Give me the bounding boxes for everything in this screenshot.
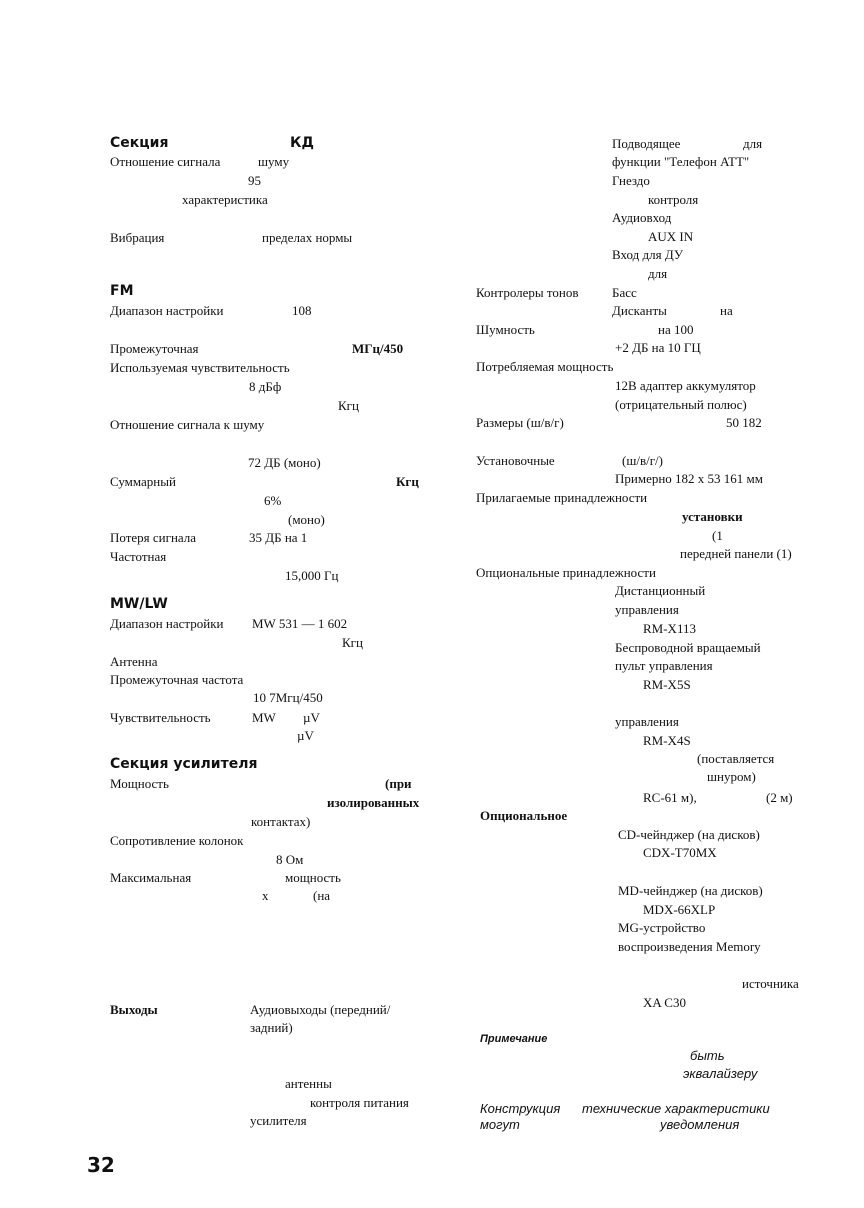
xa-c30: XA C30 [643,995,686,1010]
power-label: Мощность [110,776,169,791]
mg-device: MG-устройство [618,920,706,935]
optional-label: Опциональные принадлежности [476,565,656,580]
fm-range-value: 108 [292,303,312,318]
mwlw-heading: MW/LW [110,596,168,612]
opt-rm-x5s: RM-X5S [643,677,691,692]
cdx-model: CDX-T70MX [643,845,717,860]
fm-thd-value: 6% [264,493,282,508]
outputs-rear: задний) [250,1020,293,1035]
mw-sens-value: MW [252,710,276,725]
fm-thd-khz: Кгц [396,474,419,489]
fm-usable-label: Используемая чувствительность [110,360,290,375]
mounting-value: Примерно 182 x 53 161 мм [615,471,764,486]
fm-freq-value: 15,000 Гц [285,568,339,583]
note-equalizer: эквалайзеру [683,1066,758,1081]
mw-sens-label: Чувствительность [110,710,211,725]
note-heading: Примечание [480,1033,548,1045]
mounting-label: Установочные [476,453,555,468]
amp-section-heading: Секция усилителя [110,756,258,772]
consumption-label: Потребляемая мощность [476,359,614,374]
fm-if-value: МГц/450 [352,341,404,356]
opt-rc-2m: (2 м) [766,790,793,805]
freq-response-label: характеристика [182,192,268,207]
fm-thd-label: Суммарный [110,474,176,489]
opt-rm-x113: RM-X113 [643,621,696,636]
note-be: быть [690,1048,725,1063]
lead-for: для [743,136,763,151]
supplied-label: Прилагаемые принадлежности [476,490,648,505]
md-changer: MD-чейнджер (на дисков) [618,883,763,898]
remote-input: Вход для ДУ [612,247,684,262]
snr-label: Отношение сигнала [110,154,221,169]
page-number: 32 [87,1153,115,1177]
impedance-label: Сопротивление колонок [110,833,244,848]
consumption-polarity: (отрицательный полюс) [615,397,747,412]
noise-label: Шумность [476,322,535,337]
max-power-label: Максимальная [110,870,192,885]
outputs-antenna: антенны [285,1076,332,1091]
att-function: функции "Телефон ATT" [612,154,750,169]
fm-separation-value: 35 ДБ на 1 [249,530,308,545]
max-power-x: x [262,888,269,903]
vibration-label: Вибрация [110,230,165,245]
fm-snr-label: Отношение сигнала к шуму [110,417,265,432]
opt-pult: пульт управления [615,658,713,673]
antenna-label: Антенна [110,654,158,669]
mw-range-label: Диапазон настройки [110,616,224,631]
fm-range-label: Диапазон настройки [110,303,224,318]
power-contacts: контактах) [251,814,311,829]
mounting-unit: (ш/в/г/) [622,453,663,468]
power-condition: (при [385,776,412,791]
design-notice: уведомления [660,1117,740,1132]
cd-changer: CD-чейнджер (на дисков) [618,827,760,842]
snr-value: 95 [248,173,261,188]
mdx-model: MDX-66XLP [643,902,716,917]
vibration-value: пределах нормы [262,230,353,245]
dimensions-label: Размеры (ш/в/г) [476,415,564,430]
supplied-install: установки [682,509,743,524]
fm-heading: FM [110,283,134,299]
opt-rc61: RC-61 м), [643,790,697,805]
tone-treble: Дисканты [612,303,667,318]
mw-range-value: MW 531 — 1 602 [252,616,348,631]
opt-supplied: (поставляется [697,751,775,766]
outputs-audio: Аудиовыходы (передний/ [250,1002,391,1017]
snr-label-noise: шуму [258,154,290,169]
opt-rotary: Беспроводной вращаемый [615,640,761,655]
design-note: Конструкция [480,1101,561,1116]
supplied-panel: передней панели (1) [680,546,792,561]
mg-playback: воспроизведения Memory [618,939,761,954]
mw-sens-unit: µV [303,710,320,725]
jack-control: контроля [648,192,699,207]
design-specs: технические характеристики [582,1101,770,1116]
outputs-amplifier: усилителя [250,1113,307,1128]
opt-control: управления [615,602,679,617]
lead-label: Подводящее [612,136,681,151]
mw-if-label: Промежуточная частота [110,672,244,687]
outputs-label: Выходы [110,1002,158,1017]
opt-control2: управления [615,714,679,729]
cd-section-heading: Секция [110,135,169,151]
opt-rm-x4s: RM-X4S [643,733,691,748]
source-label: источника [742,976,799,991]
fm-freq-label: Частотная [110,549,167,564]
fm-thd-mono: (моно) [288,512,325,527]
jack-label: Гнездо [612,173,650,188]
outputs-power-control: контроля питания [310,1095,409,1110]
consumption-adapter: 12В адаптер аккумулятор [615,378,756,393]
fm-separation-label: Потеря сигнала [110,530,197,545]
cd-section-heading-cd: КД [290,135,314,151]
opt-remote: Дистанционный [615,583,706,598]
lw-sens-unit: µV [297,728,314,743]
impedance-value: 8 Ом [276,852,304,867]
aux-label: Аудиовход [612,210,672,225]
supplied-paren: (1 [712,528,723,543]
noise-value-10hz: +2 ДБ на 10 ГЦ [615,340,701,355]
design-may: могут [480,1117,520,1132]
tone-treble-on: на [720,303,733,318]
fm-snr-value: 72 ДБ (моно) [248,455,321,470]
noise-value: на 100 [658,322,694,337]
mw-if-value: 10 7Мгц/450 [253,690,323,705]
remote-for: для [648,266,668,281]
optional2-label: Опциональное [480,808,568,823]
aux-value: AUX IN [648,229,694,244]
fm-khz: Кгц [338,398,359,413]
tone-bass: Басс [612,285,637,300]
max-power-on: (на [313,888,331,903]
max-power-value: мощность [285,870,341,885]
mw-khz: Кгц [342,635,363,650]
power-isolated: изолированных [327,795,420,810]
opt-cord: шнуром) [707,769,756,784]
fm-usable-value: 8 дБф [249,379,282,394]
fm-if-label: Промежуточная [110,341,199,356]
tone-label: Контролеры тонов [476,285,579,300]
dimensions-value: 50 182 [726,415,762,430]
